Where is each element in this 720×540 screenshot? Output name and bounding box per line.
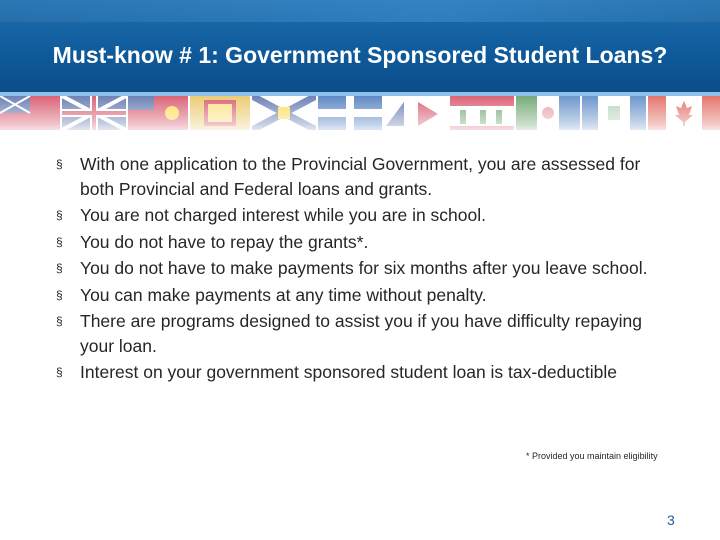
list-item: [56, 256, 676, 281]
footnote: * Provided you maintain eligibility: [526, 451, 658, 461]
bullet-marker: §: [56, 287, 63, 302]
title-banner: [0, 0, 720, 96]
bullet-marker: §: [56, 157, 63, 171]
bullet-list: [56, 152, 676, 387]
list-item: [56, 152, 676, 201]
bullet-marker: §: [56, 208, 63, 222]
bullet-text: With one application to the Provincial Government, you are assessed for both Provincial and Federal loans and grants.: [80, 154, 641, 199]
bullet-text: You do not have to make payments for six months after you leave school.: [80, 258, 648, 278]
bullet-marker: §: [56, 365, 63, 379]
bullet-text: You are not charged interest while you are in school.: [80, 205, 486, 225]
bullet-text: You do not have to repay the grants*.: [80, 231, 369, 252]
flag-fade-overlay: [0, 96, 720, 136]
slide-title: Must-know # 1: Government Sponsored Student Loans?: [52, 42, 668, 68]
bullet-text: Interest on your government sponsored student loan is tax-deductible: [80, 362, 617, 382]
bullet-text: There are programs designed to assist you if you have difficulty repaying your loan.: [80, 311, 642, 356]
list-item: [56, 283, 676, 308]
bullet-marker: §: [56, 261, 63, 275]
bullet-text: You can make payments at any time without penalty.: [80, 284, 487, 305]
page-number: 3: [667, 512, 675, 528]
list-item: [56, 203, 676, 228]
bullet-marker: §: [56, 314, 63, 328]
list-item: [56, 230, 676, 255]
bullet-marker: §: [56, 234, 63, 249]
list-item: [56, 309, 676, 358]
list-item: [56, 360, 676, 385]
